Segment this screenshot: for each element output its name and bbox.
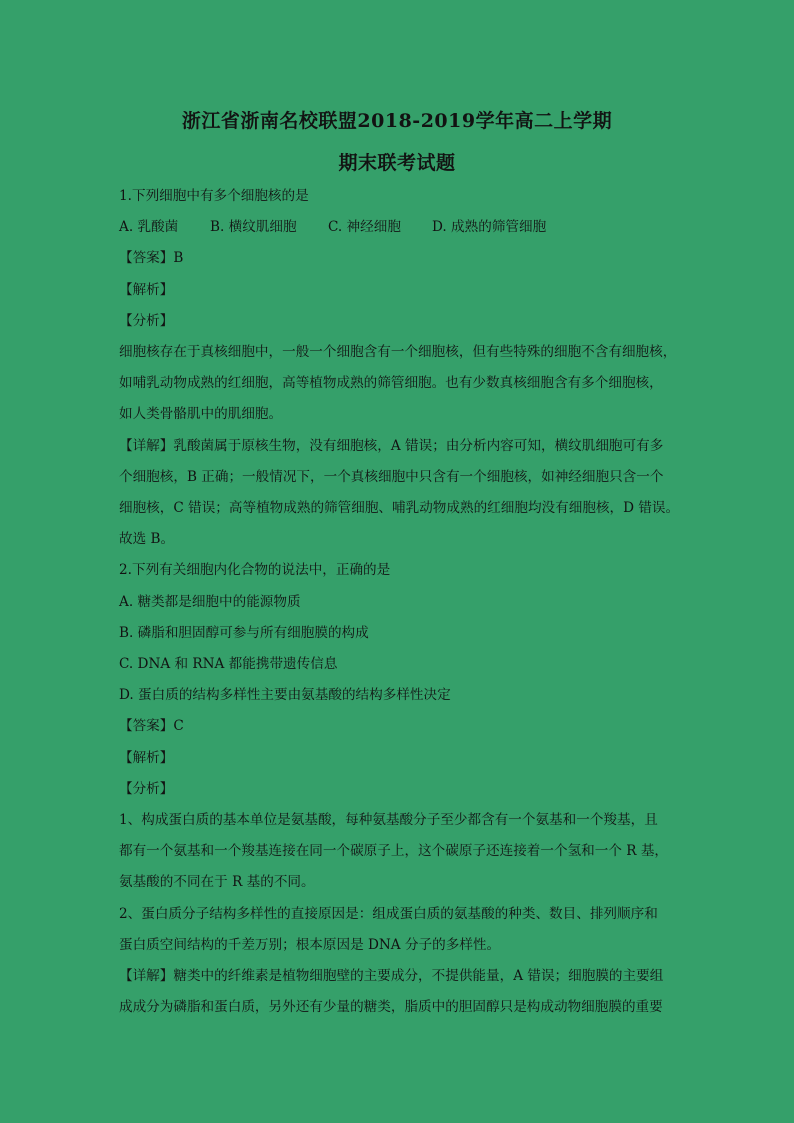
q1-answer: 【答案】B xyxy=(119,250,184,266)
q1-option-d: D. 成熟的筛管细胞 xyxy=(432,219,547,235)
q2-stem: 2.下列有关细胞内化合物的说法中，正确的是 xyxy=(119,562,391,578)
q1-jiexi-heading: 【解析】 xyxy=(119,282,174,298)
q1-analysis-line: 细胞核存在于真核细胞中，一般一个细胞含有一个细胞核，但有些特殊的细胞不含有细胞核， xyxy=(119,344,677,360)
q1-conclusion: 故选 B。 xyxy=(119,531,175,547)
q1-options xyxy=(119,217,679,237)
q2-analysis-line: 2、蛋白质分子结构多样性的直接原因是：组成蛋白质的氨基酸的种类、数目、排列顺序和 xyxy=(119,906,658,922)
q2-answer: 【答案】C xyxy=(119,718,184,734)
q1-stem: 1.下列细胞中有多个细胞核的是 xyxy=(119,188,309,204)
q2-jiexi-heading: 【解析】 xyxy=(119,750,174,766)
q1-option-a: A. 乳酸菌 xyxy=(119,219,179,235)
q1-detail-line: 【详解】乳酸菌属于原核生物，没有细胞核，A 错误；由分析内容可知，横纹肌细胞可有多 xyxy=(119,438,664,454)
q1-detail-line: 个细胞核，B 正确；一般情况下，一个真核细胞中只含有一个细胞核，如神经细胞只含一个 xyxy=(119,469,664,485)
document-title: 浙江省浙南名校联盟2018-2019学年高二上学期 xyxy=(181,110,613,132)
q1-detail-line: 细胞核，C 错误；高等植物成熟的筛管细胞、哺乳动物成熟的红细胞均没有细胞核，D 错误。 xyxy=(119,500,680,516)
q2-detail-line: 【详解】糖类中的纤维素是植物细胞壁的主要成分，不提供能量，A 错误；细胞膜的主要组 xyxy=(119,968,664,984)
q1-analysis-line: 如哺乳动物成熟的红细胞，高等植物成熟的筛管细胞。也有少数真核细胞含有多个细胞核， xyxy=(119,375,663,391)
q2-analysis-line: 氨基酸的不同在于 R 基的不同。 xyxy=(119,874,315,890)
document-subtitle: 期末联考试题 xyxy=(338,152,456,174)
q1-fenxi-heading: 【分析】 xyxy=(119,313,174,329)
q2-option-c: C. DNA 和 RNA 都能携带遗传信息 xyxy=(119,656,338,672)
q2-option-a: A. 糖类都是细胞中的能源物质 xyxy=(119,594,301,610)
q2-option-b: B. 磷脂和胆固醇可参与所有细胞膜的构成 xyxy=(119,625,369,641)
q2-fenxi-heading: 【分析】 xyxy=(119,781,174,797)
q2-option-d: D. 蛋白质的结构多样性主要由氨基酸的结构多样性决定 xyxy=(119,687,451,703)
q1-option-b: B. 横纹肌细胞 xyxy=(210,219,297,235)
q2-analysis-line: 都有一个氨基和一个羧基连接在同一个碳原子上，这个碳原子还连接着一个氢和一个 R 基， xyxy=(119,843,669,859)
q2-detail-line: 成成分为磷脂和蛋白质，另外还有少量的糖类，脂质中的胆固醇只是构成动物细胞膜的重要 xyxy=(119,999,663,1015)
q2-analysis-line: 蛋白质空间结构的千差万别；根本原因是 DNA 分子的多样性。 xyxy=(119,937,501,953)
q1-analysis-line: 如人类骨骼肌中的肌细胞。 xyxy=(119,406,283,422)
q1-option-c: C. 神经细胞 xyxy=(328,219,401,235)
q2-analysis-line: 1、构成蛋白质的基本单位是氨基酸，每种氨基酸分子至少都含有一个氨基和一个羧基，且 xyxy=(119,812,658,828)
